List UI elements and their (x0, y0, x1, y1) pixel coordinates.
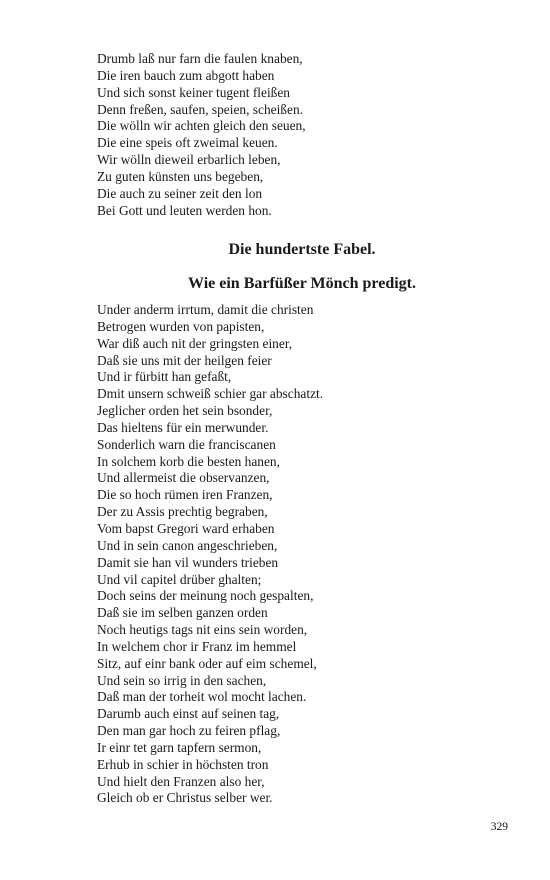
verse-line: Damit sie han vil wunders trieben (97, 554, 279, 570)
fable-title: Die hundertste Fabel. (228, 241, 376, 258)
verse-line: Sonderlich warn die franciscanen (97, 436, 276, 452)
verse-line: Ir einr tet garn tapfern sermon, (97, 739, 262, 755)
verse-line: Wir wölln dieweil erbarlich leben, (97, 152, 281, 168)
verse-line: Das hieltens für ein merwunder. (97, 419, 269, 435)
verse-line: Und allermeist die observanzen, (97, 470, 270, 486)
verse-line: War diß auch nit der gringsten einer, (97, 335, 293, 351)
verse-line: Drumb laß nur farn die faulen knaben, (97, 51, 303, 66)
verse-line: Dmit unsern schweiß schier gar abschatzt. (97, 386, 324, 402)
verse-line: Die auch zu seiner zeit den lon (97, 185, 263, 201)
verse-line: Vom bapst Gregori ward erhaben (97, 520, 275, 536)
verse-line: Und ir fürbitt han gefaßt, (97, 369, 232, 385)
verse-line: Darumb auch einst auf seinen tag, (97, 706, 280, 722)
verse-line: Bei Gott und leuten werden hon. (97, 202, 272, 218)
verse-line: Die eine speis oft zweimal keuen. (97, 135, 278, 151)
fable-subtitle: Wie ein Barfüßer Mönch predigt. (188, 275, 416, 292)
verse-line: Und in sein canon angeschrieben, (97, 537, 278, 553)
verse-line: Under anderm irrtum, damit die christen (97, 302, 314, 317)
verse-line: Betrogen wurden von papisten, (97, 318, 265, 334)
verse-line: Die iren bauch zum abgott haben (97, 67, 275, 83)
verse-line: Doch seins der meinung noch gespalten, (97, 588, 314, 604)
verse-line: Zu guten künsten uns begeben, (97, 168, 264, 184)
verse-block-main (97, 302, 497, 807)
verse-line: Und sein so irrig in den sachen, (97, 672, 267, 688)
verse-line: Noch heutigs tags nit eins sein worden, (97, 622, 308, 638)
verse-line: Der zu Assis prechtig begraben, (97, 504, 268, 520)
verse-block-top (97, 51, 497, 219)
verse-line: Daß man der torheit wol mocht lachen. (97, 689, 307, 705)
verse-line: Daß sie im selben ganzen orden (97, 605, 268, 621)
verse-line: Sitz, auf einr bank oder auf eim schemel, (97, 655, 317, 671)
verse-line: In welchem chor ir Franz im hemmel (97, 638, 297, 654)
verse-line: Daß sie uns mit der heilgen feier (97, 352, 272, 368)
verse-line: Und hielt den Franzen also her, (97, 773, 265, 789)
verse-line: Die so hoch rümen iren Franzen, (97, 487, 273, 503)
verse-line: In solchem korb die besten hanen, (97, 453, 280, 469)
page-number: 329 (490, 821, 508, 833)
verse-line: Und vil capitel drüber ghalten; (97, 571, 262, 587)
verse-line: Erhub in schier in höchsten tron (97, 756, 269, 772)
verse-line: Gleich ob er Christus selber wer. (97, 790, 273, 806)
verse-line: Die wölln wir achten gleich den seuen, (97, 118, 306, 134)
verse-line: Jeglicher orden het sein bsonder, (97, 403, 273, 419)
verse-line: Und sich sonst keiner tugent fleißen (97, 84, 291, 100)
verse-line: Den man gar hoch zu feiren pflag, (97, 723, 281, 739)
verse-line: Denn freßen, saufen, speien, scheißen. (97, 101, 303, 117)
